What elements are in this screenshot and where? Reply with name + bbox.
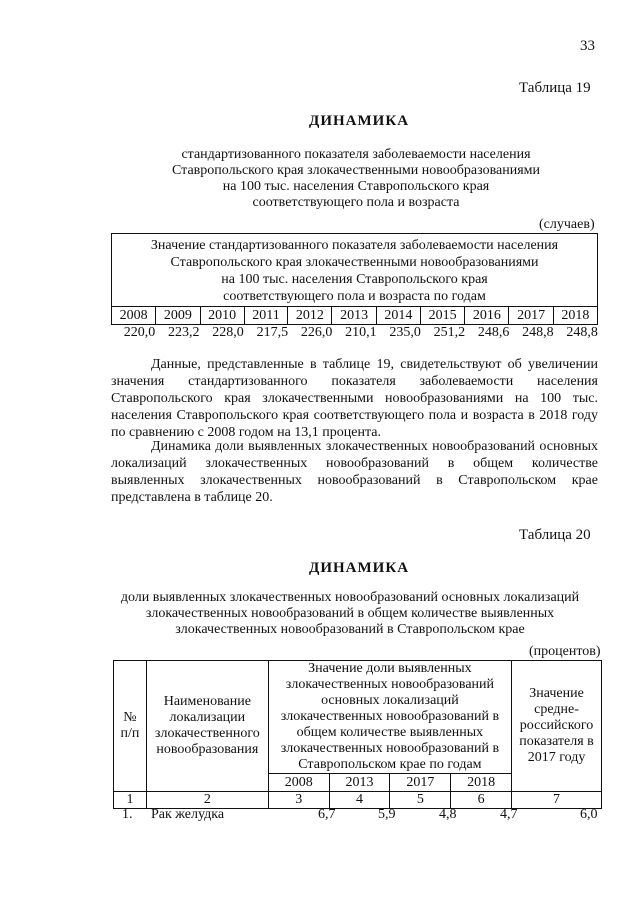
column-number: 3 [268,792,329,809]
value-cell: 248,8 [522,325,554,340]
table19-subtitle-line: Ставропольского края злокачественными новообразованиями [172,163,540,178]
table19-subtitle-line: стандартизованного показателя заболеваемости населения [181,147,531,162]
year-cell: 2017 [390,774,451,792]
table20-subtitle [100,590,600,638]
column-number: 1 [114,792,147,809]
value-cell: 228,0 [212,325,244,340]
table19-years-row [112,307,598,325]
column-number: 5 [390,792,451,809]
table19-header [112,234,598,307]
table19-unit: (случаев) [539,217,595,232]
row-value-2013: 5,9 [378,807,396,822]
year-cell: 2013 [332,307,376,325]
col-header-average: Значение средне-российского показателя в 2017 году [512,661,602,792]
year-cell: 2010 [200,307,244,325]
table19-heading: ДИНАМИКА [309,113,410,129]
row-value-2017: 4,8 [439,807,457,822]
year-cell: 2014 [376,307,420,325]
table19-subtitle [141,147,571,211]
year-cell: 2015 [420,307,464,325]
value-cell: 210,1 [345,325,377,340]
year-cell: 2012 [288,307,332,325]
table19-header-line: на 100 тыс. населения Ставропольского края [221,272,488,287]
col-header-name: Наименование локализации злокачественного новообразования [146,661,268,792]
value-cell: 248,8 [566,325,598,340]
page-number: 33 [580,38,595,54]
row-value-average: 6,0 [580,807,598,822]
table20-label: Таблица 20 [519,527,591,543]
table20-column-numbers-row [114,792,602,809]
year-cell: 2011 [244,307,287,325]
col-header-group: Значение доли выявленных злокачественных новообразований основных локализаций злокачественных новообразований в общем количестве выявленных злокачественных новообразований в Ставропольском крае по годам [268,661,511,774]
table20-subtitle-line: доли выявленных злокачественных новообразований основных локализаций [120,590,580,605]
value-cell: 235,0 [389,325,421,340]
table20 [113,660,602,809]
table19-header-line: Значение стандартизованного показателя заболеваемости населения [150,238,559,253]
table19-subtitle-line: на 100 тыс. населения Ставропольского края [222,179,490,194]
table19 [111,233,598,325]
table19-subtitle-line: соответствующего пола и возраста [252,195,460,210]
table19-values-row [111,325,598,341]
row-value-2018: 4,7 [500,807,518,822]
value-cell: 251,2 [433,325,466,340]
column-number: 6 [451,792,512,809]
value-cell: 217,5 [256,325,289,340]
row-value-2008: 6,7 [318,807,336,822]
table19-header-line: соответствующего пола и возраста по годам [223,289,486,304]
year-cell: 2016 [465,307,509,325]
year-cell: 2009 [156,307,200,325]
table20-unit: (процентов) [529,644,601,659]
value-cell: 220,0 [123,325,156,340]
year-cell: 2013 [329,774,390,792]
table20-subtitle-line: злокачественных новообразований в общем количестве выявленных [145,606,555,621]
table20-subtitle-line: злокачественных новообразований в Ставропольском крае [175,622,525,637]
year-cell: 2017 [509,307,553,325]
column-number: 4 [329,792,390,809]
column-number: 7 [512,792,602,809]
table20-heading: ДИНАМИКА [309,560,410,576]
paragraph: Данные, представленные в таблице 19, свидетельствуют об увеличении значения стандартизованного показателя заболеваемости населения Ставропольского края злокачественными новообразованиями на 100 тыс. населения Ставропольского края соответствующего пола и возраста в 2018 году по сравнению с 2008 годом на 13,1 процента. [111,357,598,440]
row-name: Рак желудка [151,807,225,822]
year-cell: 2018 [451,774,512,792]
col-header-number: № п/п [114,661,147,792]
table19-label: Таблица 19 [519,80,591,96]
value-cell: 226,0 [300,325,333,340]
year-cell: 2008 [268,774,329,792]
paragraph: Динамика доли выявленных злокачественных новообразований основных локализаций злокачественных новообразований в общем количестве выявленных злокачественных новообразований в Ставропольском крае представлена в таблице 20. [111,439,598,505]
table19-header-line: Ставропольского края злокачественными новообразованиями [170,255,539,270]
column-number: 2 [146,792,268,809]
value-cell: 223,2 [168,325,200,340]
year-cell: 2008 [112,307,156,325]
value-cell: 248,6 [477,325,510,340]
year-cell: 2018 [553,307,597,325]
row-number: 1. [122,807,133,822]
